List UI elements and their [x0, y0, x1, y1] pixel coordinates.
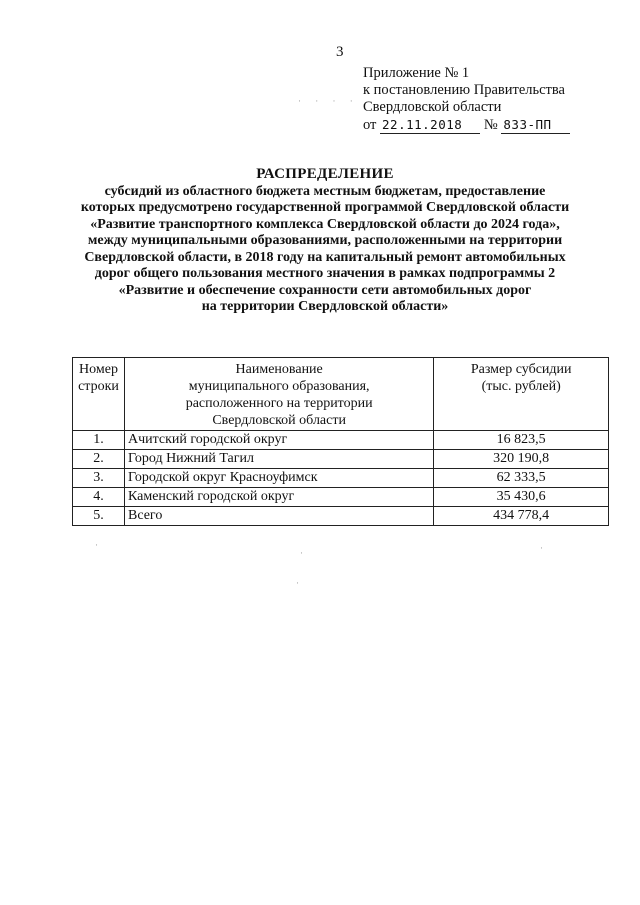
- subsidy-amount: 35 430,6: [434, 488, 609, 507]
- table-row: [73, 450, 609, 469]
- row-number: 5.: [73, 507, 125, 526]
- number-prefix: №: [483, 117, 498, 133]
- row-number: 1.: [73, 431, 125, 450]
- row-number: 3.: [73, 469, 125, 488]
- heading-line: Свердловской области, в 2018 году на капитальный ремонт автомобильных: [84, 249, 566, 265]
- header-row-number: Номер строки: [73, 358, 125, 431]
- municipality-name: Город Нижний Тагил: [124, 450, 433, 469]
- heading-line: «Развитие и обеспечение сохранности сети автомобильных дорог: [118, 282, 532, 298]
- row-number: 2.: [73, 450, 125, 469]
- heading-line: дорог общего пользования местного значения в рамках подпрограммы 2: [94, 266, 556, 281]
- heading-title: РАСПРЕДЕЛЕНИЕ: [256, 166, 394, 182]
- appendix-region: Свердловской области: [363, 99, 502, 115]
- table-row: [73, 431, 609, 450]
- heading-line: которых предусмотрено государственной программой Свердловской области: [80, 200, 570, 215]
- heading-line: на территории Свердловской области»: [201, 299, 449, 314]
- row-number: 4.: [73, 488, 125, 507]
- subsidy-amount: 16 823,5: [434, 431, 609, 450]
- table-row: [73, 488, 609, 507]
- header-subsidy-amount: Размер субсидии (тыс. рублей): [434, 358, 609, 431]
- heading-line: между муниципальными образованиями, расположенными на территории: [87, 233, 563, 248]
- scan-speckle: ·: [95, 540, 104, 550]
- subsidy-table: [72, 357, 609, 526]
- scan-speckle: ·: [300, 548, 309, 558]
- document-heading: [60, 166, 590, 316]
- scan-speckle: ·: [296, 578, 305, 588]
- appendix-reference: к постановлению Правительства: [363, 82, 565, 98]
- table-header-row: [73, 358, 609, 431]
- table-row: [73, 469, 609, 488]
- municipality-name: Каменский городской округ: [124, 488, 433, 507]
- order-number: 833-ПП: [503, 117, 552, 132]
- subsidy-amount: 434 778,4: [434, 507, 609, 526]
- heading-line: «Развитие транспортного комплекса Свердловской области до 2024 года»,: [90, 216, 560, 232]
- heading-line: субсидий из областного бюджета местным бюджетам, предоставление: [104, 183, 546, 199]
- page-number: 3: [336, 44, 344, 60]
- municipality-name: Ачитский городской округ: [124, 431, 433, 450]
- appendix-title: Приложение № 1: [363, 65, 470, 81]
- municipality-name: Городской округ Красноуфимск: [124, 469, 433, 488]
- subsidy-amount: 62 333,5: [434, 469, 609, 488]
- appendix-block: [363, 65, 570, 134]
- date-prefix: от: [363, 117, 377, 133]
- scan-speckle: ·: [540, 543, 549, 553]
- municipality-name: Всего: [124, 507, 433, 526]
- order-date-number: [363, 116, 570, 134]
- scan-speckle: · · · ·: [298, 96, 359, 106]
- subsidy-amount: 320 190,8: [434, 450, 609, 469]
- order-date: 22.11.2018: [382, 117, 463, 132]
- header-municipality: Наименование муниципального образования, расположенного на территории Свердловской области: [124, 358, 433, 431]
- table-row-total: [73, 507, 609, 526]
